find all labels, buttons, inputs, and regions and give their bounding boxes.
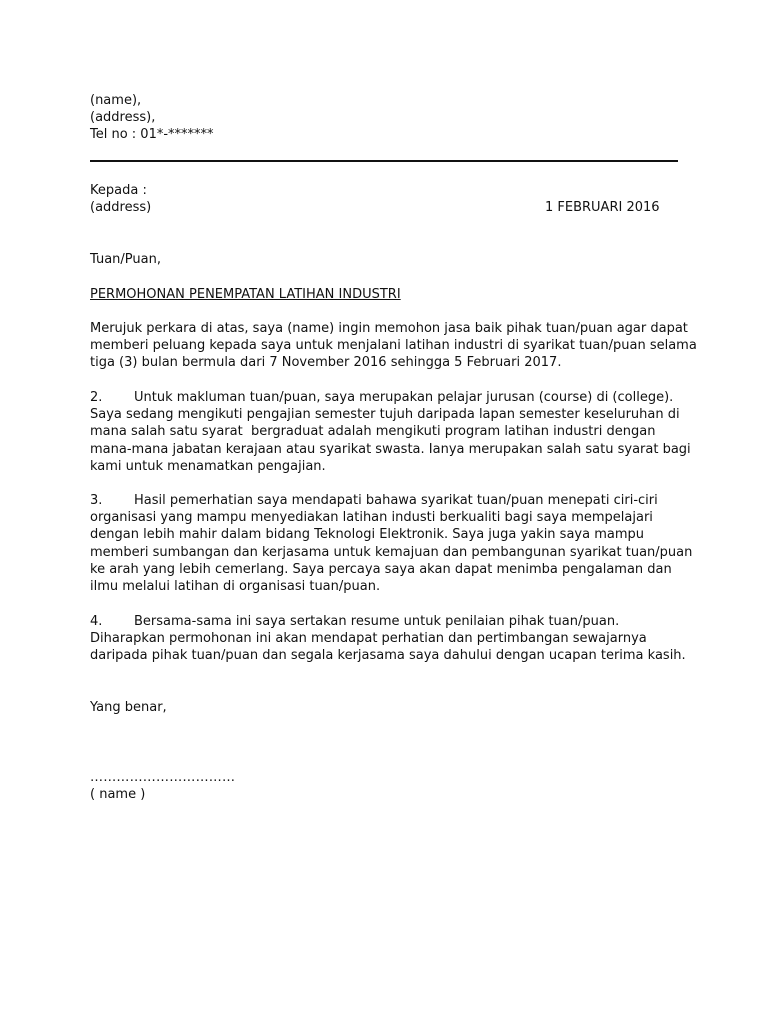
recipient-label: Kepada : [90,183,147,198]
paragraph-line: kami untuk menamatkan pengajian. [90,458,326,474]
paragraph-line: mana-mana jabatan kerajaan atau syarikat swasta. Ianya merupakan salah satu syarat bagi [90,441,691,457]
signature-line: …………………………… [90,770,236,785]
paragraph-line: Merujuk perkara di atas, saya (name) ingin memohon jasa baik pihak tuan/puan agar dapat [90,321,688,336]
paragraph-line: organisasi yang mampu menyediakan latihan industi berkualiti bagi saya mempelajari [90,510,653,526]
paragraph-line: Saya sedang mengikuti pengajian semester tujuh daripada lapan semester keseluruhan di [90,407,680,423]
recipient-address: (address) [90,200,152,215]
header-divider [90,160,678,162]
paragraph-number: 4. [90,614,103,629]
paragraph-line: memberi peluang kepada saya untuk menjalani latihan industri di syarikat tuan/puan selama [90,338,697,354]
paragraph-line: Hasil pemerhatian saya mendapati bahawa syarikat tuan/puan menepati ciri-ciri [134,493,658,508]
paragraph-line: ilmu melalui latihan di organisasi tuan/puan. [90,578,381,594]
paragraph-4 [90,613,690,665]
paragraph-line: dengan lebih mahir dalam bidang Teknologi Elektronik. Saya juga yakin saya mampu [90,527,644,543]
paragraph-line: Bersama-sama ini saya sertakan resume untuk penilaian pihak tuan/puan. [134,614,620,629]
paragraph-line: Untuk makluman tuan/puan, saya merupakan pelajar jurusan (course) di (college). [134,390,674,405]
letter-subject: PERMOHONAN PENEMPATAN LATIHAN INDUSTRI [90,287,401,302]
paragraph-1 [90,320,697,372]
signature-name: ( name ) [90,787,146,802]
paragraph-line: mana salah satu syarat bergraduat adalah mengikuti program latihan industri dengan [90,424,656,440]
paragraph-line: memberi sumbangan dan kerjasama untuk kemajuan dan pembangunan syarikat tuan/puan [90,544,693,560]
sender-name: (name), [90,93,142,108]
paragraph-number: 3. [90,493,103,508]
closing: Yang benar, [90,700,167,715]
paragraph-line: ke arah yang lebih cemerlang. Saya percaya saya akan dapat menimba pengalaman dan [90,561,672,577]
sender-address: (address), [90,110,156,125]
letter-date: 1 FEBRUARI 2016 [545,200,660,215]
sender-tel: Tel no : 01*-******* [90,127,214,142]
salutation: Tuan/Puan, [90,252,161,267]
paragraph-line: tiga (3) bulan bermula dari 7 November 2016 sehingga 5 Februari 2017. [90,355,562,371]
paragraph-line: Diharapkan permohonan ini akan mendapat perhatian dan pertimbangan sewajarnya [90,631,647,647]
paragraph-3 [90,492,693,595]
paragraph-line: daripada pihak tuan/puan dan segala kerjasama saya dahului dengan ucapan terima kasih. [90,648,686,664]
paragraph-number: 2. [90,390,103,405]
paragraph-2 [90,389,690,475]
